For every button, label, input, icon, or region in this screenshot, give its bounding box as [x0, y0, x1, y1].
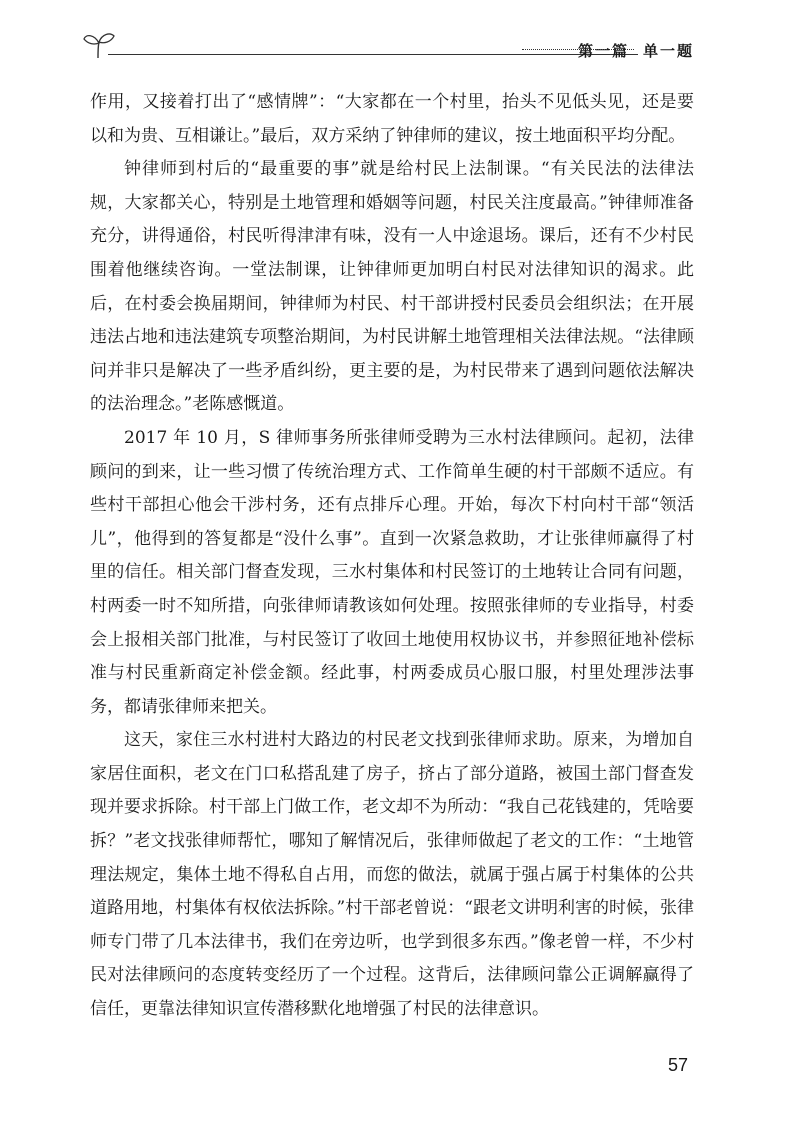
paragraph: 钟律师到村后的“最重要的事”就是给村民上法制课。“有关民法的法律法规，大家都关心，特别是土地管理和婚姻等问题，村民关注度最高。”钟律师准备充分，讲得通俗，村民听得津津有味，没有一人中途退场。课后，还有不少村民围着他继续咨询。一堂法制课，让钟律师更加明白村民对法律知识的渴求。此后，在村委会换届期间，钟律师为村民、村干部讲授村民委员会组织法；在开展违法占地和违法建筑专项整治期间，为村民讲解土地管理相关法律法规。“法律顾问并非只是解决了一些矛盾纠纷，更主要的是，为村民带来了遇到问题依法解决的法治理念。”老陈感慨道。	[90, 159, 694, 415]
part-label: 第一篇	[577, 42, 629, 60]
sprout-icon	[82, 30, 116, 60]
running-header	[82, 28, 694, 68]
topic-label: 单一题	[642, 42, 694, 60]
running-head-title	[578, 40, 694, 61]
paragraph: 2017 年 10 月，S 律师事务所张律师受聘为三水村法律顾问。起初，法律顾问的到来，让一些习惯了传统治理方式、工作简单生硬的村干部颇不适应。有些村干部担心他会干涉村务，还有点排斥心理。开始，每次下村向村干部“领活儿”，他得到的答复都是“没什么事”。直到一次紧急救助，才让张律师赢得了村里的信任。相关部门督查发现，三水村集体和村民签订的土地转让合同有问题，村两委一时不知所措，向张律师请教该如何处理。按照张律师的专业指导，村委会上报相关部门批准，与村民签订了收回土地使用权协议书，并参照征地补偿标准与村民重新商定补偿金额。经此事，村两委成员心服口服，村里处理涉法事务，都请张律师来把关。	[90, 427, 694, 717]
page-number: 57	[667, 1055, 688, 1075]
body-text	[90, 86, 694, 1027]
paragraph: 作用，又接着打出了“感情牌”：“大家都在一个村里，抬头不见低头见，还是要以和为贵、互相谦让。”最后，双方采纳了钟律师的建议，按土地面积平均分配。	[90, 92, 694, 146]
paragraph: 这天，家住三水村进村大路边的村民老文找到张律师求助。原来，为增加自家居住面积，老文在门口私搭乱建了房子，挤占了部分道路，被国土部门督查发现并要求拆除。村干部上门做工作，老文却不为所动：“我自己花钱建的，凭啥要拆？”老文找张律师帮忙，哪知了解情况后，张律师做起了老文的工作：“土地管理法规定，集体土地不得私自占用，而您的做法，就属于强占属于村集体的公共道路用地，村集体有权依法拆除。”村干部老曾说：“跟老文讲明利害的时候，张律师专门带了几本法律书，我们在旁边听，也学到很多东西。”像老曾一样，不少村民对法律顾问的态度转变经历了一个过程。这背后，法律顾问靠公正调解赢得了信任，更靠法律知识宣传潜移默化地增强了村民的法律意识。	[90, 730, 694, 1020]
